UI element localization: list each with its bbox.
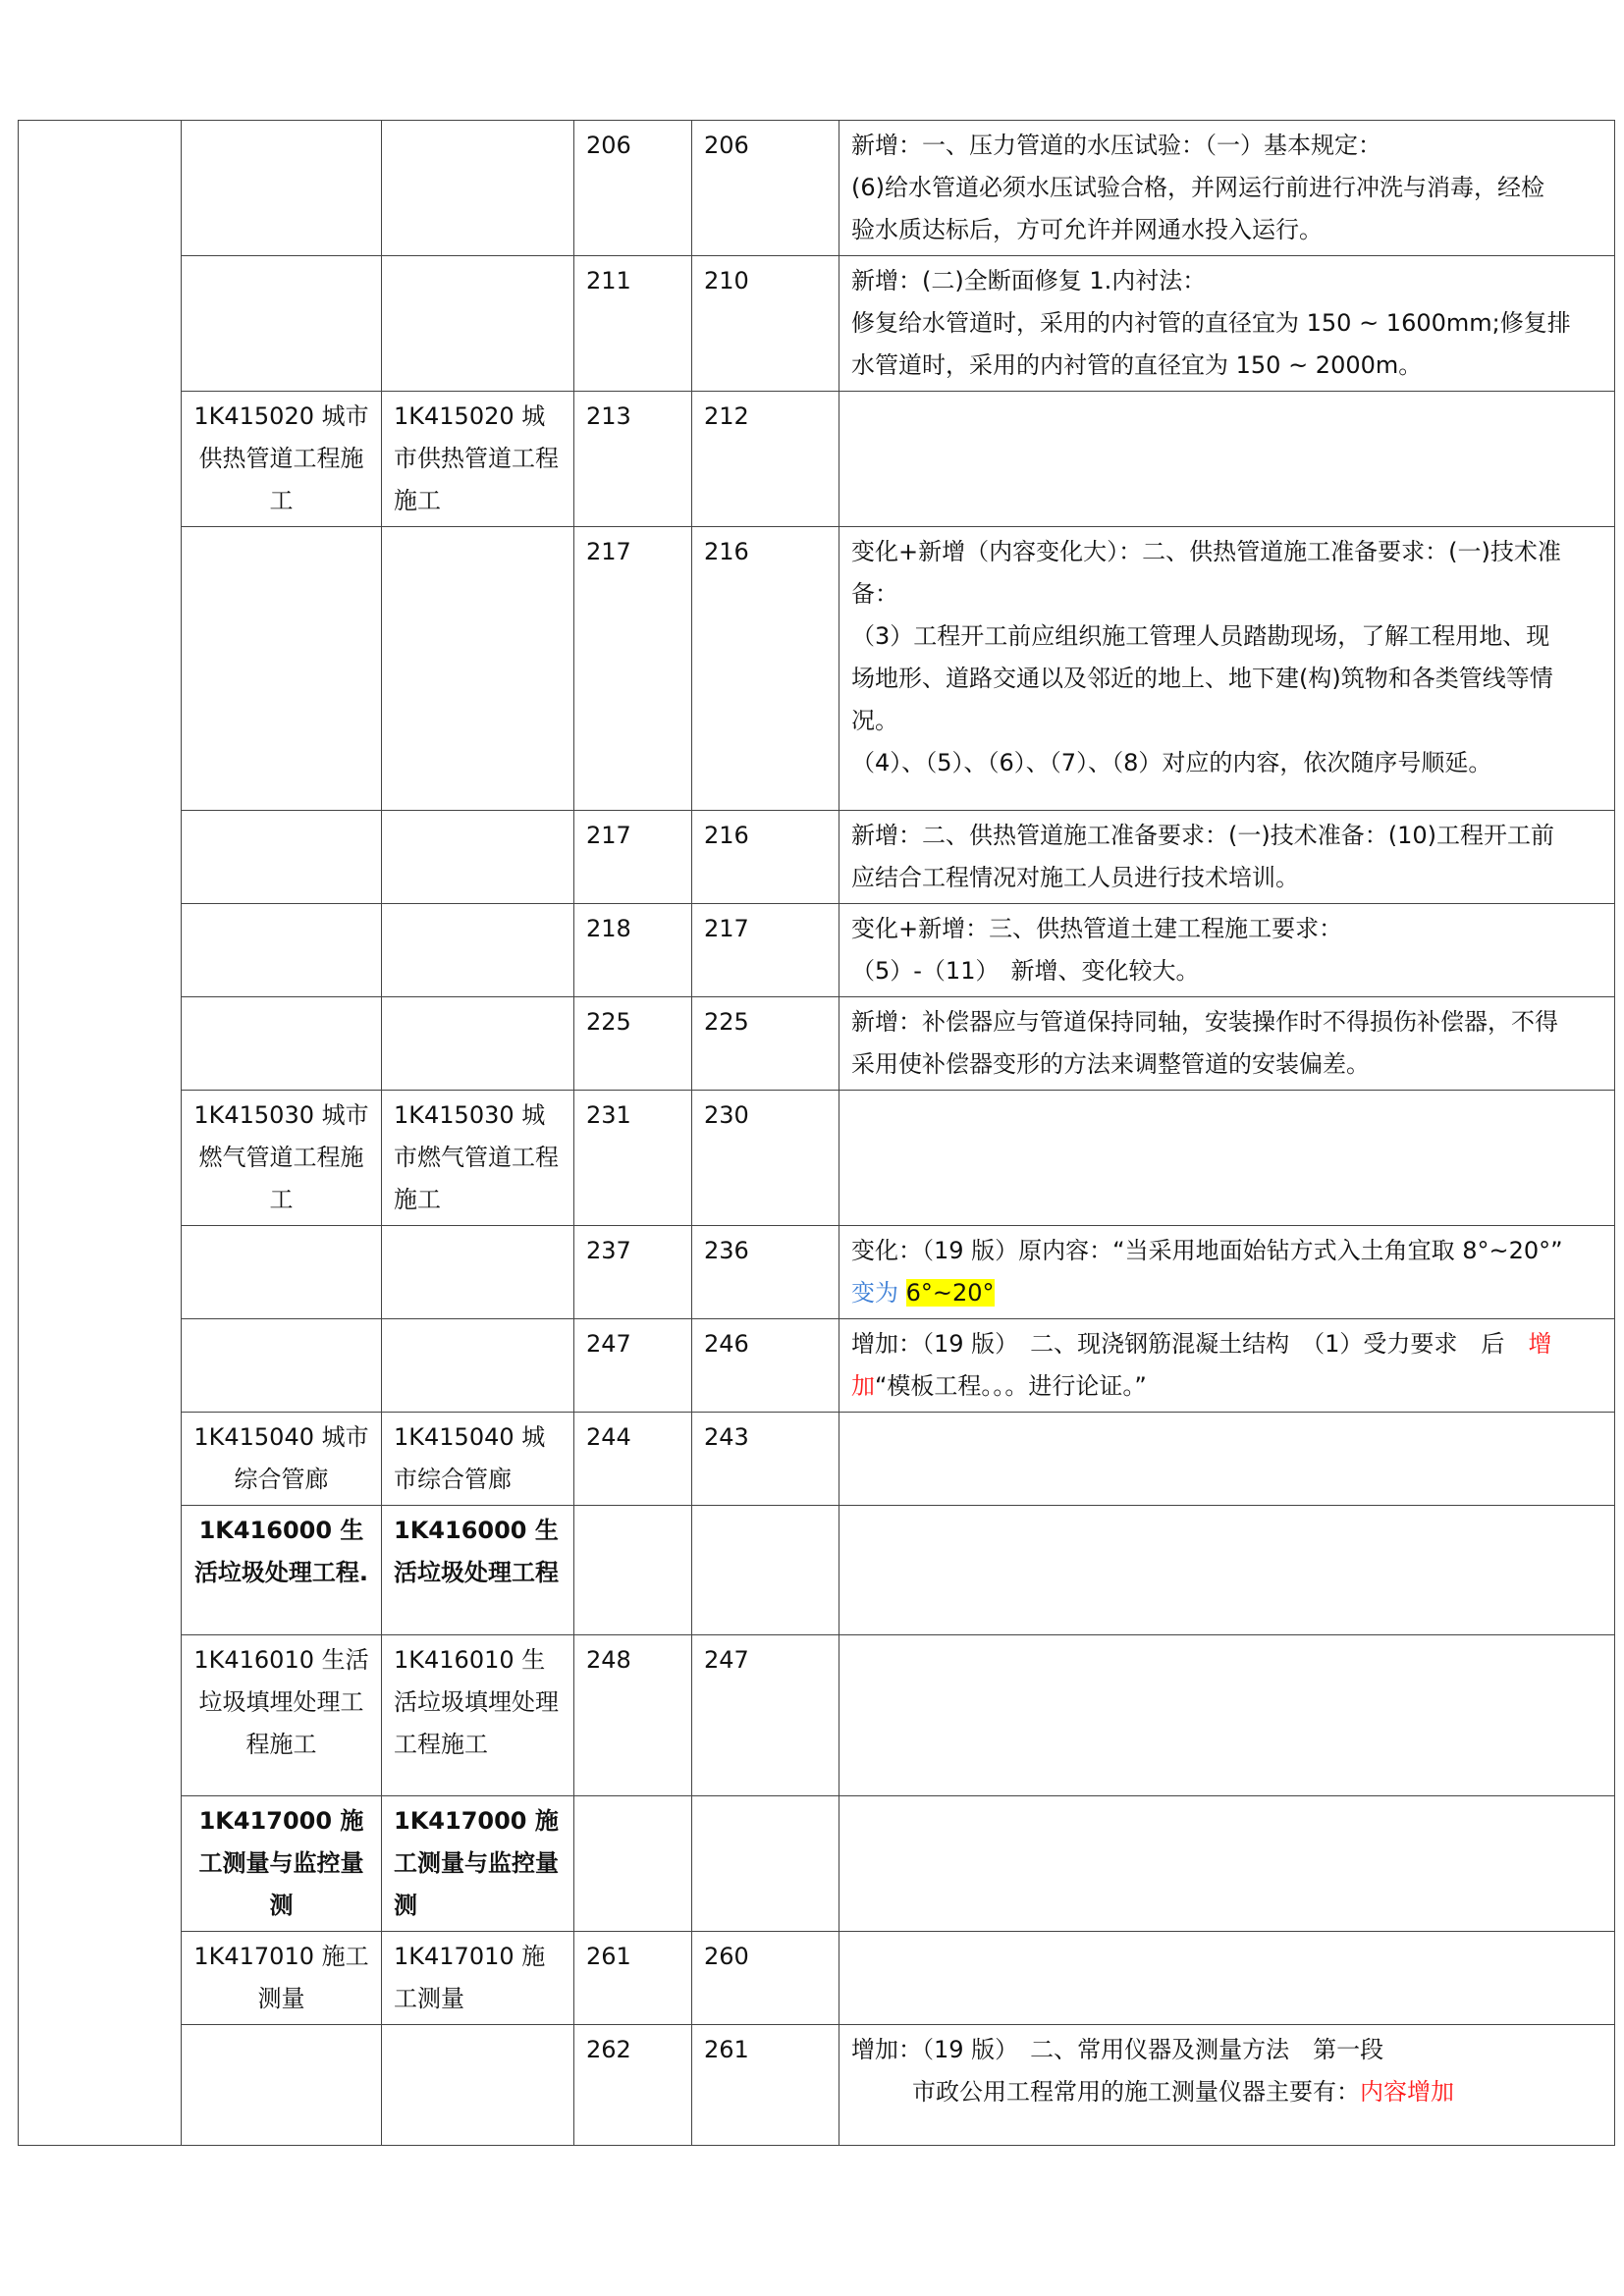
- table-row: [19, 1226, 1615, 1319]
- section-2020-cell: [382, 121, 574, 256]
- section-2019-cell: [182, 527, 382, 811]
- change-description-cell: [839, 904, 1615, 997]
- page-2020-cell: [692, 1796, 839, 1932]
- section-2020-cell: [382, 997, 574, 1091]
- page-2019-cell: [574, 1796, 692, 1932]
- page-2019-cell: 231: [574, 1091, 692, 1226]
- desc-line: (6)给水管道必须水压试验合格，并网运行前进行冲洗与消毒，经检: [851, 174, 1544, 201]
- table-row: [19, 811, 1615, 904]
- section-2020-cell: [382, 527, 574, 811]
- change-description-cell: [839, 1796, 1615, 1932]
- section-2020-cell: [382, 904, 574, 997]
- desc-line: （5）-（11） 新增、变化较大。: [851, 957, 1200, 985]
- page-2019-cell: 217: [574, 527, 692, 811]
- desc-line: 采用使补偿器变形的方法来调整管道的安装偏差。: [851, 1050, 1370, 1078]
- section-2020-cell: [382, 1319, 574, 1413]
- desc-line: [851, 2071, 1602, 2113]
- change-description-cell: [839, 811, 1615, 904]
- desc-line: [851, 1272, 1602, 1314]
- desc-line: 应结合工程情况对施工人员进行技术培训。: [851, 864, 1299, 891]
- desc-line: 新增：二、供热管道施工准备要求：(一)技术准备：(10)工程开工前: [851, 822, 1554, 849]
- change-description-cell: [839, 527, 1615, 811]
- table-row: [19, 256, 1615, 392]
- desc-line: 备：: [851, 580, 898, 608]
- section-2019-cell: 1K416000 生活垃圾处理工程.: [182, 1506, 382, 1635]
- section-2019-cell: [182, 256, 382, 392]
- added-marker: 加: [851, 1372, 875, 1400]
- section-2020-cell: 1K417000 施工测量与监控量测: [382, 1796, 574, 1932]
- desc-line: 变化+新增（内容变化大）：二、供热管道施工准备要求：(一)技术准: [851, 538, 1561, 565]
- desc-line: 变化：（19 版）原内容：“当采用地面始钻方式入土角宜取 8°~20°”: [851, 1237, 1563, 1264]
- page-2019-cell: 206: [574, 121, 692, 256]
- section-2019-cell: [182, 904, 382, 997]
- desc-line: 况。: [851, 707, 898, 734]
- section-2019-cell: [182, 1319, 382, 1413]
- page-2020-cell: 216: [692, 527, 839, 811]
- section-2020-cell: [382, 811, 574, 904]
- table-row: [19, 2025, 1615, 2146]
- desc-line: [851, 1365, 1602, 1408]
- table-row: [19, 1506, 1615, 1635]
- added-marker: 内容增加: [1360, 2078, 1454, 2106]
- section-2019-cell: 1K416010 生活垃圾填埋处理工程施工: [182, 1635, 382, 1796]
- page-2020-cell: 236: [692, 1226, 839, 1319]
- desc-line: 修复给水管道时，采用的内衬管的直径宜为 150 ~ 1600mm;修复排: [851, 309, 1571, 337]
- page-2019-cell: 218: [574, 904, 692, 997]
- page-2020-cell: 243: [692, 1413, 839, 1506]
- page-2020-cell: 216: [692, 811, 839, 904]
- change-description-cell: [839, 1932, 1615, 2025]
- table-row: [19, 1413, 1615, 1506]
- page-2019-cell: 261: [574, 1932, 692, 2025]
- desc-text: 增加：（19 版） 二、现浇钢筋混凝土结构 （1）受力要求 后: [851, 1330, 1529, 1358]
- section-2019-cell: 1K415030 城市燃气管道工程施工: [182, 1091, 382, 1226]
- change-description-cell: [839, 2025, 1615, 2146]
- section-2019-cell: 1K417000 施工测量与监控量测: [182, 1796, 382, 1932]
- section-2020-cell: [382, 1226, 574, 1319]
- page-2019-cell: [574, 1506, 692, 1635]
- highlighted-new-value: 6°~20°: [905, 1279, 995, 1307]
- section-2020-cell: 1K415020 城市供热管道工程施工: [382, 392, 574, 527]
- page-2019-cell: 225: [574, 997, 692, 1091]
- page-2020-cell: 210: [692, 256, 839, 392]
- page-2019-cell: 217: [574, 811, 692, 904]
- change-description-cell: [839, 121, 1615, 256]
- desc-line: 新增：(二)全断面修复 1.内衬法：: [851, 267, 1207, 294]
- desc-line: 变化+新增：三、供热管道土建工程施工要求：: [851, 915, 1343, 942]
- change-description-cell: [839, 256, 1615, 392]
- change-description-cell: [839, 1635, 1615, 1796]
- desc-line: 场地形、道路交通以及邻近的地上、地下建(构)筑物和各类管线等情: [851, 665, 1553, 692]
- page-2020-cell: 217: [692, 904, 839, 997]
- page-2019-cell: 248: [574, 1635, 692, 1796]
- desc-line: 新增：一、压力管道的水压试验：（一）基本规定：: [851, 132, 1381, 159]
- desc-line: 增加：（19 版） 二、常用仪器及测量方法 第一段: [851, 2036, 1384, 2063]
- change-description-cell: [839, 1413, 1615, 1506]
- section-2020-cell: 1K417010 施工测量: [382, 1932, 574, 2025]
- page-2020-cell: 260: [692, 1932, 839, 2025]
- section-2019-cell: 1K415040 城市综合管廊: [182, 1413, 382, 1506]
- page-2020-cell: 230: [692, 1091, 839, 1226]
- desc-line: 新增：补偿器应与管道保持同轴，安装操作时不得损伤补偿器，不得: [851, 1008, 1558, 1036]
- table-row: [19, 527, 1615, 811]
- desc-text: “模板工程。。。进行论证。”: [875, 1372, 1147, 1400]
- page-2020-cell: 247: [692, 1635, 839, 1796]
- desc-line: 验水质达标后，方可允许并网通水投入运行。: [851, 216, 1323, 243]
- desc-line: （4）、（5）、（6）、（7）、（8）对应的内容，依次随序号顺延。: [851, 749, 1492, 776]
- table-row: [19, 1091, 1615, 1226]
- page-2019-cell: 213: [574, 392, 692, 527]
- section-2019-cell: 1K415020 城市供热管道工程施工: [182, 392, 382, 527]
- change-description-cell: [839, 392, 1615, 527]
- table-row: [19, 1319, 1615, 1413]
- changed-to-label: 变为: [851, 1279, 906, 1307]
- page-2020-cell: 246: [692, 1319, 839, 1413]
- change-description-cell: [839, 1506, 1615, 1635]
- page-2019-cell: 247: [574, 1319, 692, 1413]
- change-description-cell: [839, 997, 1615, 1091]
- section-2020-cell: [382, 256, 574, 392]
- section-2019-cell: [182, 997, 382, 1091]
- desc-line: 水管道时，采用的内衬管的直径宜为 150 ~ 2000m。: [851, 351, 1423, 379]
- comparison-table: [18, 120, 1615, 2146]
- table-row: [19, 121, 1615, 256]
- page-2019-cell: 244: [574, 1413, 692, 1506]
- table-row: [19, 1932, 1615, 2025]
- page-2019-cell: 211: [574, 256, 692, 392]
- section-2020-cell: 1K416000 生活垃圾处理工程: [382, 1506, 574, 1635]
- page-2020-cell: 225: [692, 997, 839, 1091]
- section-2019-cell: 1K417010 施工测量: [182, 1932, 382, 2025]
- change-description-cell: [839, 1226, 1615, 1319]
- section-2019-cell: [182, 1226, 382, 1319]
- section-2020-cell: 1K415040 城市综合管廊: [382, 1413, 574, 1506]
- section-2019-cell: [182, 2025, 382, 2146]
- page-2020-cell: 261: [692, 2025, 839, 2146]
- section-2020-cell: 1K415030 城市燃气管道工程施工: [382, 1091, 574, 1226]
- desc-line: （3）工程开工前应组织施工管理人员踏勘现场，了解工程用地、现: [851, 622, 1550, 650]
- page-2019-cell: 262: [574, 2025, 692, 2146]
- desc-line: [851, 1323, 1602, 1365]
- change-description-cell: [839, 1319, 1615, 1413]
- table-row: [19, 904, 1615, 997]
- section-2019-cell: [182, 811, 382, 904]
- table-row: [19, 1796, 1615, 1932]
- change-description-cell: [839, 1091, 1615, 1226]
- table-row: [19, 392, 1615, 527]
- desc-text: 市政公用工程常用的施工测量仪器主要有：: [912, 2078, 1360, 2106]
- table-row: [19, 1635, 1615, 1796]
- added-marker: 增: [1528, 1330, 1552, 1358]
- section-2019-cell: [182, 121, 382, 256]
- section-2020-cell: 1K416010 生活垃圾填埋处理工程施工: [382, 1635, 574, 1796]
- page-2020-cell: [692, 1506, 839, 1635]
- page-2020-cell: 206: [692, 121, 839, 256]
- page-2020-cell: 212: [692, 392, 839, 527]
- section-2020-cell: [382, 2025, 574, 2146]
- page-2019-cell: 237: [574, 1226, 692, 1319]
- table-row: [19, 997, 1615, 1091]
- chapter-column-cell: [19, 121, 182, 2146]
